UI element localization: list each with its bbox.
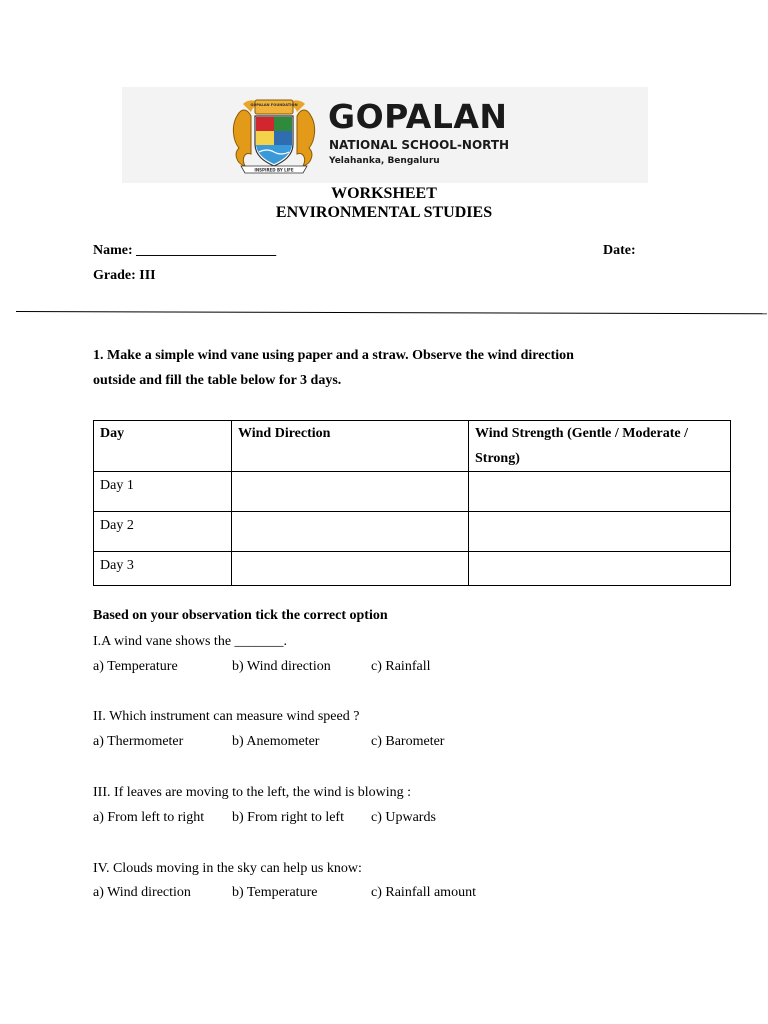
wind-strength-cell[interactable]: [469, 552, 731, 586]
day-cell: Day 1: [94, 472, 232, 512]
mcq-question-4: IV. Clouds moving in the sky can help us know:: [93, 861, 362, 876]
wind-direction-cell[interactable]: [232, 512, 469, 552]
svg-text:GOPALAN FOUNDATION: GOPALAN FOUNDATION: [250, 103, 298, 107]
subject-title: ENVIRONMENTAL STUDIES: [275, 204, 493, 221]
header-day: Day: [94, 421, 232, 472]
question-1-line2: outside and fill the table below for 3 days.: [93, 373, 342, 388]
mcq-1-option-a[interactable]: a) Temperature: [93, 659, 178, 674]
table-row: [94, 552, 731, 586]
header-wind-strength: Wind Strength (Gentle / Moderate / Strong): [469, 421, 731, 472]
mcq-question-2: II. Which instrument can measure wind speed ?: [93, 709, 360, 724]
school-name: GOPALAN: [328, 97, 508, 136]
grade-label: Grade: III: [93, 268, 156, 283]
observation-table: [93, 420, 731, 586]
header-wind-direction: Wind Direction: [232, 421, 469, 472]
mcq-4-option-a[interactable]: a) Wind direction: [93, 885, 191, 900]
table-row: [94, 472, 731, 512]
mcq-1-option-b[interactable]: b) Wind direction: [232, 659, 331, 674]
mcq-question-1: I.A wind vane shows the _______.: [93, 634, 288, 649]
section-heading: Based on your observation tick the correct option: [93, 608, 388, 623]
mcq-3-option-a[interactable]: a) From left to right: [93, 810, 205, 825]
wind-strength-cell[interactable]: [469, 512, 731, 552]
school-location: Yelahanka, Bengaluru: [329, 156, 440, 166]
question-1-line1: 1. Make a simple wind vane using paper and a straw. Observe the wind direction: [93, 348, 574, 363]
mcq-question-3: III. If leaves are moving to the left, the wind is blowing :: [93, 785, 412, 800]
school-crest-logo: [229, 96, 319, 176]
date-field-label: Date:: [603, 243, 636, 258]
mcq-1-option-c[interactable]: c) Rainfall: [371, 659, 431, 674]
mcq-2-option-c[interactable]: c) Barometer: [371, 734, 445, 749]
mcq-4-option-b[interactable]: b) Temperature: [232, 885, 318, 900]
wind-direction-cell[interactable]: [232, 552, 469, 586]
mcq-4-option-c[interactable]: c) Rainfall amount: [371, 885, 476, 900]
divider-line: [16, 311, 767, 314]
question-1: [93, 343, 653, 393]
mcq-2-option-b[interactable]: b) Anemometer: [232, 734, 320, 749]
svg-text:INSPIRED BY LIFE: INSPIRED BY LIFE: [254, 167, 294, 173]
worksheet-title: WORKSHEET: [331, 185, 437, 202]
school-subtitle: NATIONAL SCHOOL-NORTH: [329, 138, 510, 152]
day-cell: Day 3: [94, 552, 232, 586]
mcq-3-option-b[interactable]: b) From right to left: [232, 810, 344, 825]
mcq-2-option-a[interactable]: a) Thermometer: [93, 734, 184, 749]
table-header-row: [94, 421, 731, 472]
wind-direction-cell[interactable]: [232, 472, 469, 512]
table-row: [94, 512, 731, 552]
name-field-label: Name: ____________________: [93, 243, 277, 258]
day-cell: Day 2: [94, 512, 232, 552]
wind-strength-cell[interactable]: [469, 472, 731, 512]
mcq-3-option-c[interactable]: c) Upwards: [371, 810, 436, 825]
